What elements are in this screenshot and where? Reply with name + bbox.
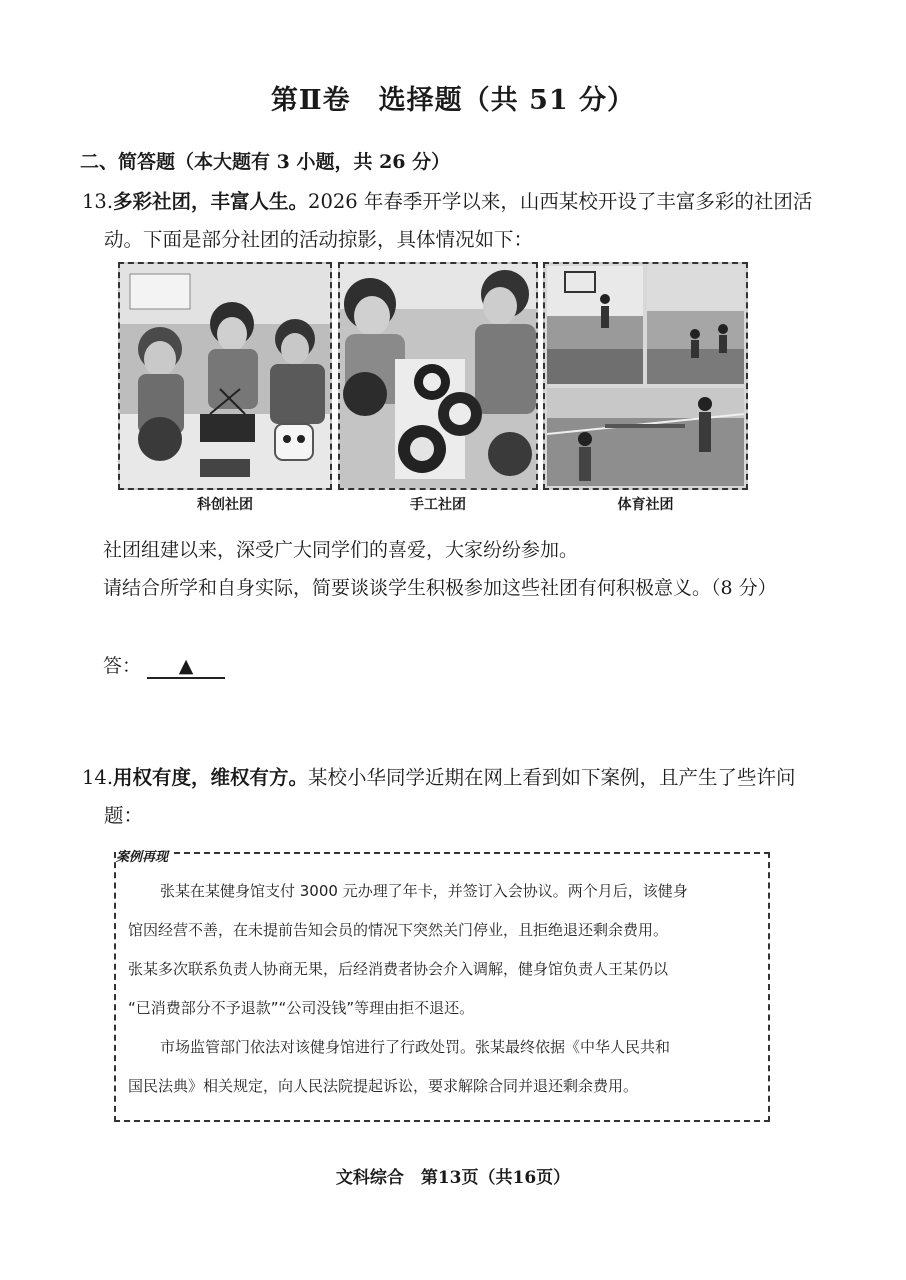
case-line: 馆因经营不善，在未提前告知会员的情况下突然关门停业，且拒绝退还剩余费用。 (128, 921, 669, 939)
question-number: 14. (82, 766, 114, 789)
question-text: 某校小华同学近期在网上看到如下案例，且产生了些许问 (308, 766, 796, 789)
answer-label: 答： (103, 655, 142, 677)
handcraft-club-photo (338, 262, 538, 490)
photo-captions (118, 494, 748, 518)
answer-blank: ▲ (147, 655, 225, 679)
club-photos (118, 262, 748, 490)
tech-club-photo (118, 262, 332, 490)
question-lead: 多彩社团，丰富人生。 (113, 190, 309, 213)
case-title: 案例再现 (116, 846, 172, 865)
case-line: “已消费部分不予退款”“公司没钱”等理由拒不退还。 (128, 999, 475, 1017)
caption-handcraft-club: 手工社团 (410, 497, 466, 513)
sports-club-photo (543, 262, 748, 490)
answer-13 (103, 651, 225, 679)
question-text: 2026 年春季开学以来，山西某校开设了丰富多彩的社团活 (308, 190, 813, 213)
question-14-line1 (82, 759, 822, 797)
caption-sports-club: 体育社团 (617, 497, 674, 513)
case-line: 国民法典》相关规定，向人民法院提起诉讼，要求解除合同并退还剩余费用。 (128, 1077, 639, 1095)
case-line: 张某多次联系负责人协商无果，后经消费者协会介入调解，健身馆负责人王某仍以 (128, 960, 669, 978)
question-lead: 用权有度，维权有方。 (113, 766, 309, 789)
case-line: 张某在某健身馆支付 3000 元办理了年卡，并签订入会协议。两个月后，该健身 (160, 882, 688, 900)
case-line: 市场监管部门依法对该健身馆进行了行政处罚。张某最终依据《中华人民共和 (160, 1038, 671, 1056)
caption-tech-club: 科创社团 (197, 497, 253, 513)
question-13-para1: 社团组建以来，深受广大同学们的喜爱，大家纷纷参加。 (103, 539, 579, 561)
question-13-line2: 动。下面是部分社团的活动掠影，具体情况如下： (104, 228, 534, 251)
case-box (114, 852, 770, 1122)
question-13 (82, 183, 822, 259)
section-heading: 二、简答题（本大题有 3 小题，共 26 分） (80, 151, 451, 173)
page-footer: 文科综合 第13页（共16页） (335, 1168, 571, 1188)
page-title: 第Ⅱ卷 选择题（共 51 分） (270, 85, 636, 116)
question-14-line2: 题： (104, 804, 144, 827)
question-13-para2: 请结合所学和自身实际，简要谈谈学生积极参加这些社团有何积极意义。（8 分） (103, 577, 777, 599)
question-14 (82, 759, 822, 835)
case-body (128, 872, 756, 1106)
question-13-line1 (82, 183, 822, 221)
question-number: 13. (82, 190, 114, 213)
